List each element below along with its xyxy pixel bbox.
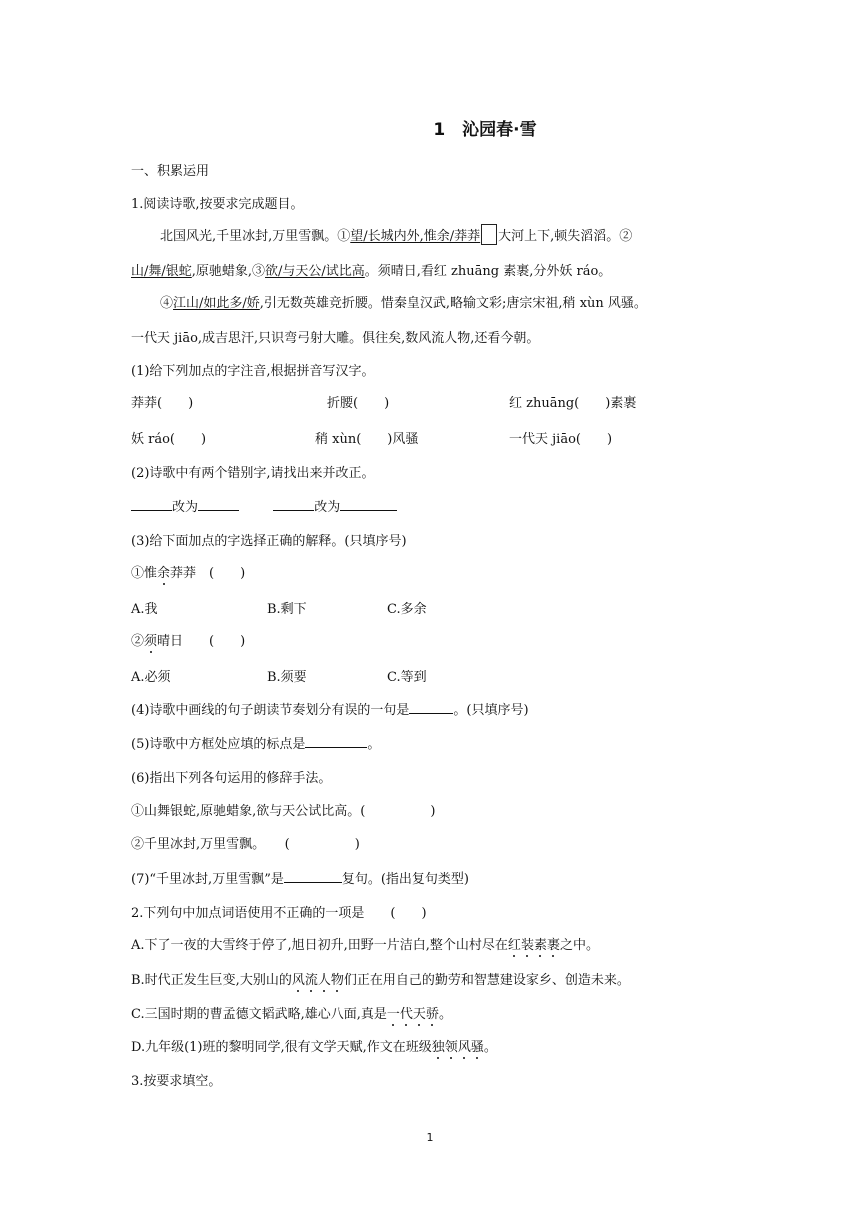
question-1-6: (6)指出下列各句运用的修辞手法。: [131, 771, 332, 786]
poem-text: ,原驰蜡象,③: [191, 264, 266, 279]
text: ②: [131, 634, 145, 649]
pinyin-item: 折腰( ): [327, 396, 390, 411]
dotted-char: 装: [520, 938, 534, 953]
text: D.九年级(1)班的黎明同学,很有文学天赋,作文在班级: [131, 1040, 432, 1055]
text: 晴日 ( ): [157, 634, 246, 649]
question-2-option-c: [131, 1003, 452, 1022]
underlined-sentence-4: 江山/如此多/娇: [173, 296, 260, 311]
text: 。: [367, 737, 381, 752]
option: B.剩下: [267, 602, 307, 617]
correction-blanks: [131, 496, 397, 515]
page-number: 1: [426, 1131, 434, 1144]
dotted-char: 领: [444, 1040, 458, 1055]
question-1-5: [131, 733, 380, 752]
pinyin-item: 妖 ráo( ): [131, 432, 207, 447]
fix-label: 改为: [314, 500, 341, 515]
fix-label: 改为: [172, 500, 199, 515]
text: 之中。: [559, 938, 599, 953]
dotted-phrase: [292, 973, 344, 988]
answer-blank[interactable]: [305, 735, 367, 748]
question-2-option-b: [131, 969, 630, 988]
text: B.时代正发生巨变,大别山的: [131, 973, 292, 988]
dotted-char: 风: [457, 1040, 471, 1055]
page-title: 1 沁园春·雪: [433, 120, 537, 140]
underlined-sentence-1: 望/长城内外,惟余/莽莽: [350, 229, 481, 244]
pinyin-item: 红 zhuāng( )素裹: [509, 396, 637, 411]
poem-text: 大河上下,顿失滔滔。②: [498, 229, 633, 244]
pinyin-item: 稍 xùn( )风骚: [315, 432, 419, 447]
dotted-char: 余: [157, 566, 171, 581]
underlined-sentence-2: 山/舞/银蛇: [131, 264, 192, 279]
section-heading: 一、积累运用: [131, 164, 210, 179]
question-1-1: (1)给下列加点的字注音,根据拼音写汉字。: [131, 364, 375, 379]
dotted-phrase: [432, 1040, 484, 1055]
answer-blank[interactable]: [131, 498, 172, 511]
text: 复句。(指出复句类型): [341, 872, 469, 887]
dotted-char: 天: [412, 1007, 426, 1022]
question-2: 2.下列句中加点词语使用不正确的一项是 ( ): [131, 906, 427, 921]
text: (5)诗歌中方框处应填的标点是: [131, 737, 306, 752]
option: A.我: [131, 602, 158, 617]
poem-text: ,引无数英雄竞折腰。惜秦皇汉武,略输文彩;唐宗宋祖,稍 xùn 风骚。: [259, 296, 647, 311]
answer-blank[interactable]: [284, 870, 342, 883]
punctuation-box: [481, 224, 497, 245]
poem-text: 。须晴日,看红 zhuāng 素裹,分外妖 ráo。: [364, 264, 612, 279]
pinyin-item: 莽莽( ): [131, 396, 194, 411]
poem-text: 北国风光,千里冰封,万里雪飘。①: [160, 229, 351, 244]
poem-line-4: 一代天 jiāo,成吉思汗,只识弯弓射大雕。俱往矣,数风流人物,还看今朝。: [131, 331, 540, 346]
answer-blank[interactable]: [409, 701, 453, 714]
question-2-option-a: [131, 934, 599, 953]
option: B.须要: [267, 670, 307, 685]
dotted-char: 独: [431, 1040, 445, 1055]
answer-blank[interactable]: [273, 498, 314, 511]
dotted-phrase: [508, 938, 560, 953]
text: (4)诗歌中画线的句子朗读节奏划分有误的一句是: [131, 703, 410, 718]
dotted-char: 素: [533, 938, 547, 953]
dotted-char: 物: [330, 973, 344, 988]
dotted-char: 风: [291, 973, 305, 988]
question-1-6-a: ①山舞银蛇,原驰蜡象,欲与天公试比高。( ): [131, 804, 436, 819]
text: 莽莽 ( ): [170, 566, 246, 581]
poem-line-1: [160, 224, 632, 245]
answer-blank[interactable]: [198, 498, 239, 511]
text: 们正在用自己的勤劳和智慧建设家乡、创造未来。: [343, 973, 630, 988]
dotted-char: 流: [304, 973, 318, 988]
option: C.等到: [387, 670, 427, 685]
dotted-char: 骄: [425, 1007, 439, 1022]
dotted-char: 红: [507, 938, 521, 953]
question-1-3: (3)给下面加点的字选择正确的解释。(只填序号): [131, 534, 407, 549]
question-1-6-b: ②千里冰封,万里雪飘。 ( ): [131, 837, 360, 852]
answer-blank[interactable]: [340, 498, 397, 511]
text: C.三国时期的曹孟德文韬武略,雄心八面,真是: [131, 1007, 387, 1022]
question-1-3-b: [131, 630, 245, 649]
question-2-option-d: [131, 1036, 497, 1055]
pinyin-item: 一代天 jiāo( ): [509, 432, 613, 447]
text: ①惟: [131, 566, 158, 581]
poem-line-3: [160, 292, 647, 311]
dotted-char: 裹: [546, 938, 560, 953]
dotted-char: 须: [144, 634, 158, 649]
question-3: 3.按要求填空。: [131, 1074, 222, 1089]
text: (7)“千里冰封,万里雪飘”是: [131, 872, 284, 887]
dotted-phrase: [387, 1007, 439, 1022]
dotted-char: 一: [386, 1007, 400, 1022]
text: A.下了一夜的大雪终于停了,旭日初升,田野一片洁白,整个山村尽在: [131, 938, 508, 953]
question-1-3-a: [131, 562, 245, 581]
poem-line-2: [131, 260, 611, 279]
text: 。(只填序号): [453, 703, 529, 718]
underlined-sentence-3: 欲/与天公/试比高: [265, 264, 365, 279]
dotted-char: 人: [317, 973, 331, 988]
question-1-7: [131, 868, 469, 887]
question-1-2: (2)诗歌中有两个错别字,请找出来并改正。: [131, 466, 375, 481]
text: 。: [483, 1040, 497, 1055]
option: C.多余: [387, 602, 427, 617]
dotted-char: 骚: [470, 1040, 484, 1055]
dotted-char: 代: [399, 1007, 413, 1022]
text: 。: [438, 1007, 452, 1022]
question-1: 1.阅读诗歌,按要求完成题目。: [131, 197, 304, 212]
option: A.必须: [131, 670, 171, 685]
question-1-4: [131, 699, 529, 718]
poem-text: ④: [160, 296, 174, 311]
